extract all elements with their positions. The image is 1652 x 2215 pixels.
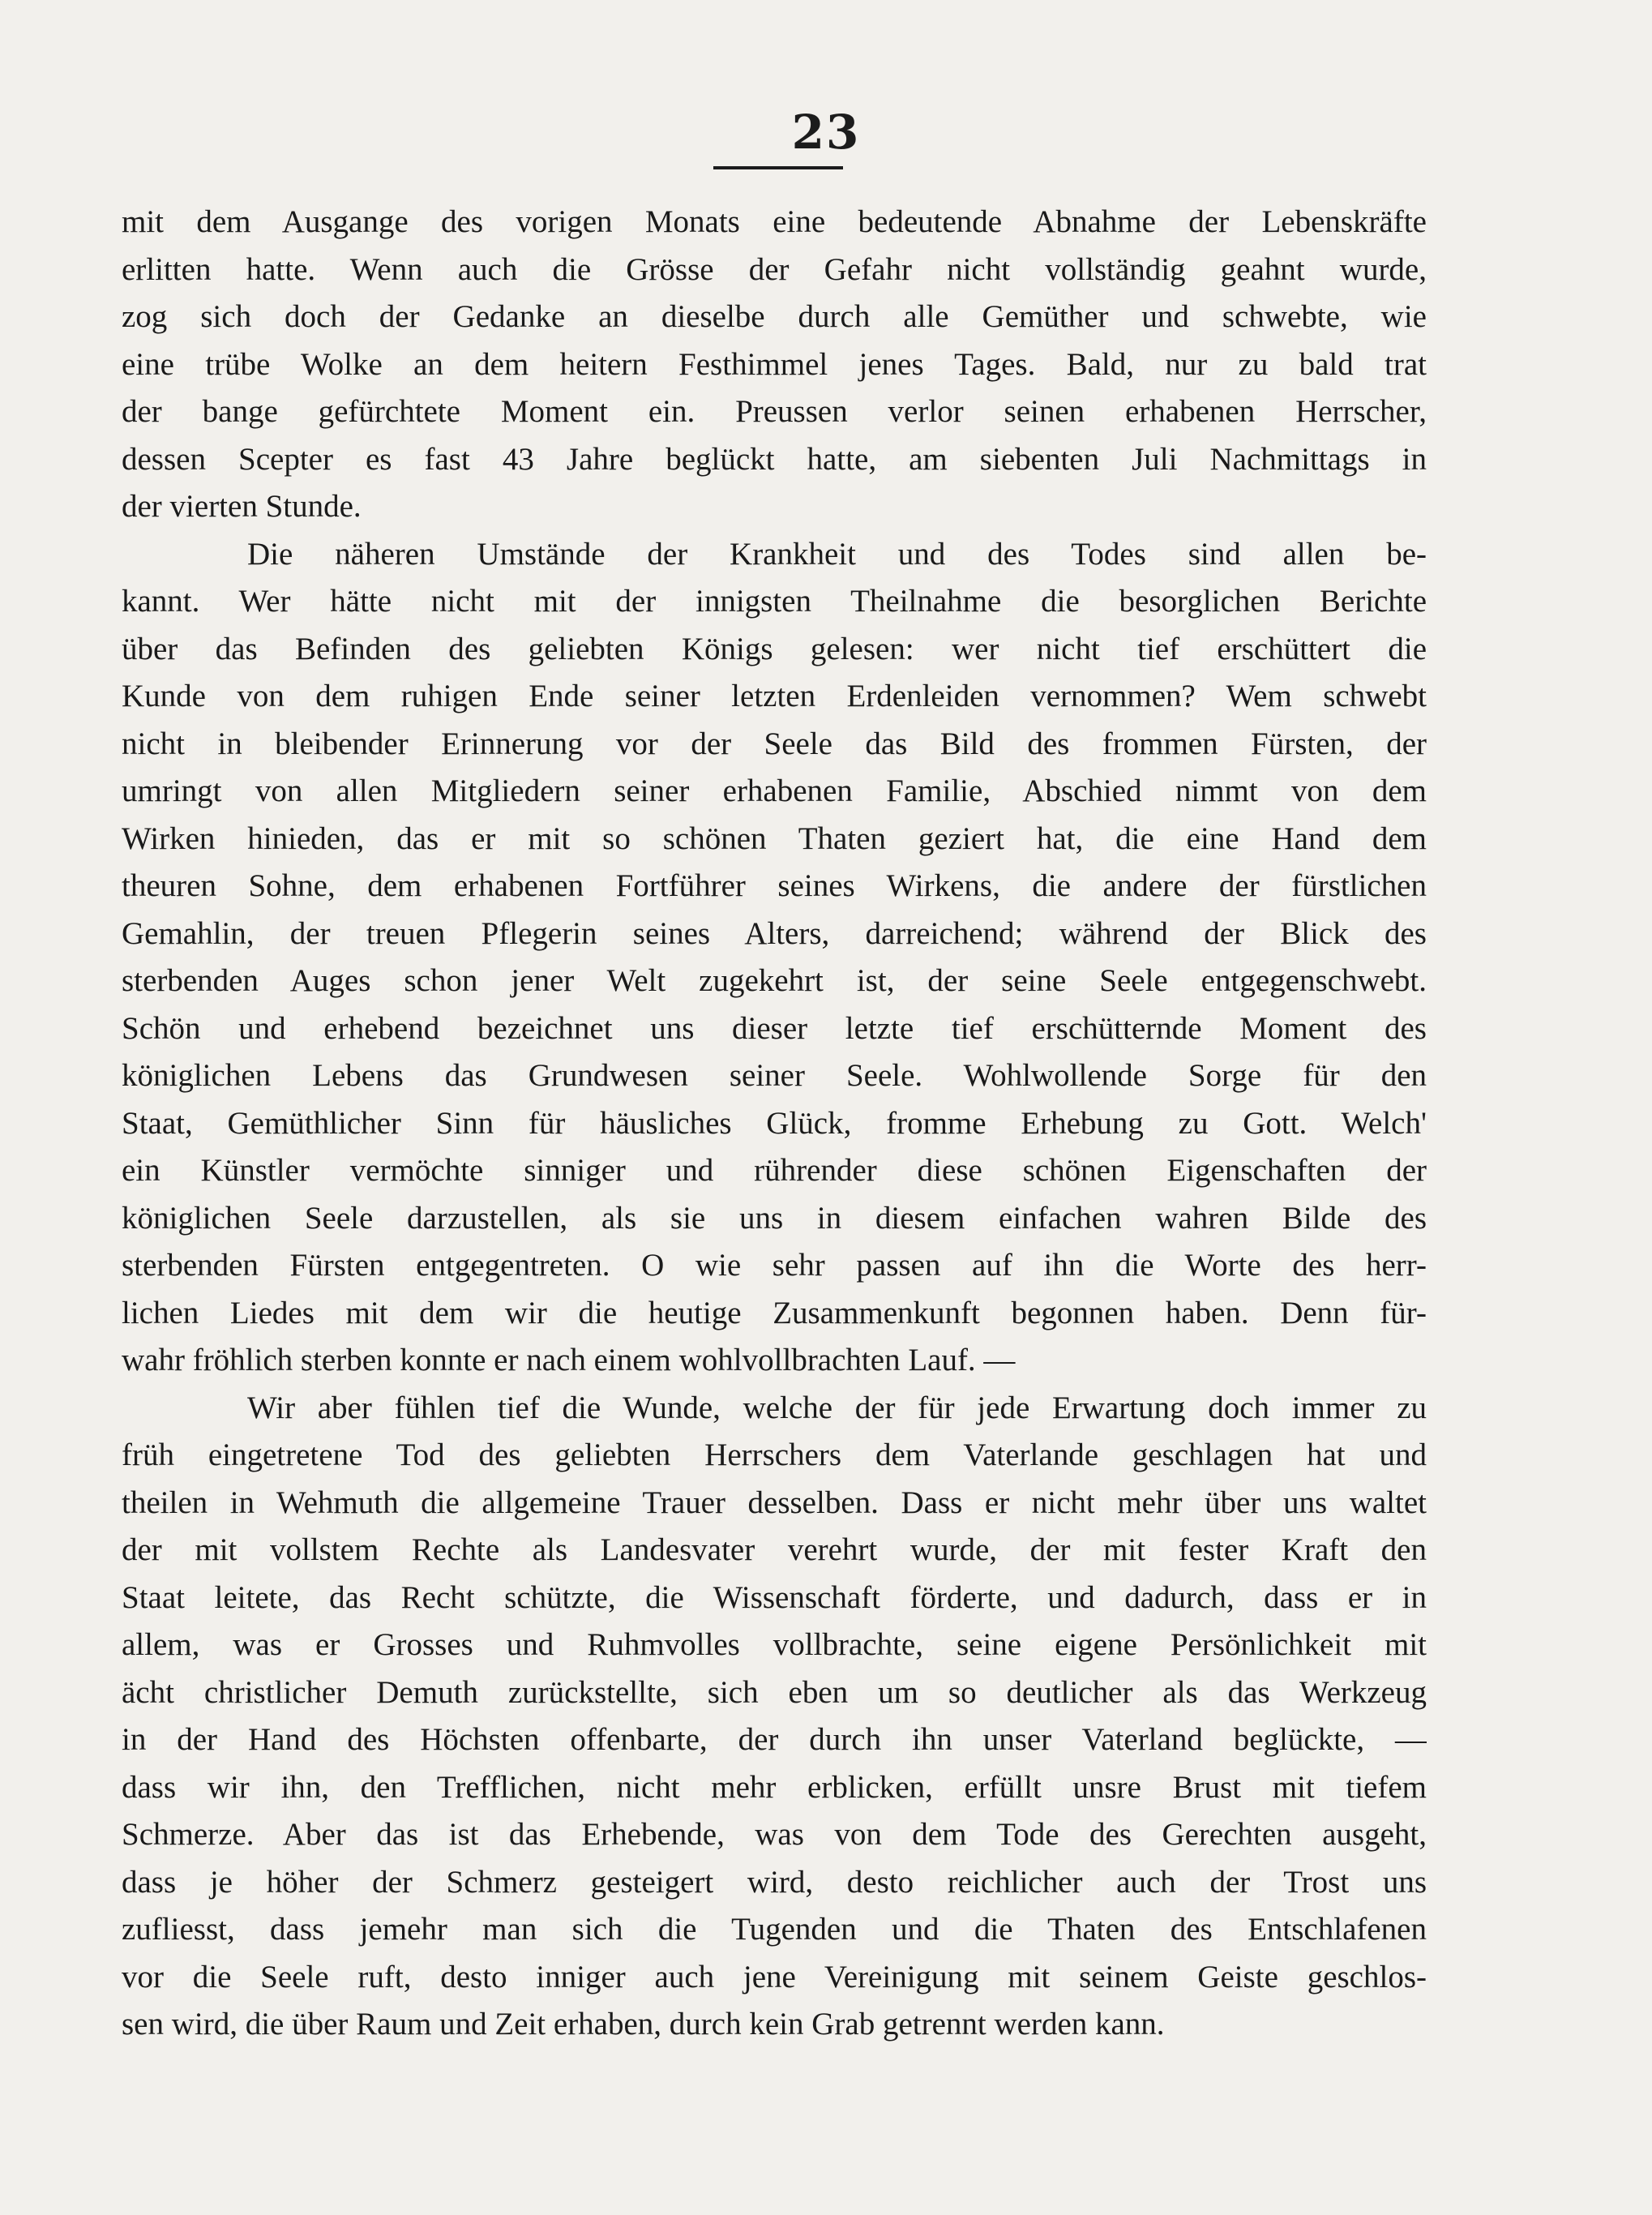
text-line: ein Künstler vermöchte sinniger und rührender diese schönen Eigenschaften der [122, 1153, 1427, 1188]
text-line: wahr fröhlich sterben konnte er nach einem wohlvollbrachten Lauf. — [122, 1343, 1016, 1377]
text-line: der bange gefürchtete Moment ein. Preussen verlor seinen erhabenen Herrscher, [122, 394, 1427, 429]
text-line: theilen in Wehmuth die allgemeine Trauer desselben. Dass er nicht mehr über uns waltet [122, 1485, 1427, 1520]
text-line: königlichen Seele darzustellen, als sie uns in diesem einfachen wahren Bilde des [122, 1200, 1427, 1236]
body-text [122, 199, 1427, 2049]
text-line: Schön und erhebend bezeichnet uns dieser letzte tief erschütternde Moment des [122, 1010, 1427, 1046]
text-line: über das Befinden des geliebten Königs gelesen: wer nicht tief erschüttert die [122, 631, 1427, 666]
text-line: lichen Liedes mit dem wir die heutige Zusammenkunft begonnen haben. Denn für- [122, 1295, 1427, 1330]
text-line: eine trübe Wolke an dem heitern Festhimmel jenes Tages. Bald, nur zu bald trat [122, 346, 1427, 382]
text-line: ächt christlicher Demuth zurückstellte, sich eben um so deutlicher als das Werkzeug [122, 1674, 1427, 1710]
page-number: 23 [791, 105, 861, 160]
text-line: Schmerze. Aber das ist das Erhebende, was von dem Tode des Gerechten ausgeht, [122, 1817, 1427, 1852]
text-line: zog sich doch der Gedanke an dieselbe durch alle Gemüther und schwebte, wie [122, 299, 1427, 334]
text-line: dass je höher der Schmerz gesteigert wird, desto reichlicher auch der Trost uns [122, 1864, 1427, 1900]
text-line: Staat leitete, das Recht schützte, die Wissenschaft förderte, und dadurch, dass er in [122, 1579, 1427, 1615]
text-line: sen wird, die über Raum und Zeit erhaben, durch kein Grab getrennt werden kann. [122, 2007, 1165, 2041]
text-line: dessen Scepter es fast 43 Jahre beglückt hatte, am siebenten Juli Nachmittags in [122, 441, 1427, 477]
text-line: Wirken hinieden, das er mit so schönen Thaten geziert hat, die eine Hand dem [122, 820, 1427, 856]
text-line: umringt von allen Mitgliedern seiner erhabenen Familie, Abschied nimmt von dem [122, 773, 1427, 808]
text-line: Staat, Gemüthlicher Sinn für häusliches Glück, fromme Erhebung zu Gott. Welch' [122, 1105, 1427, 1141]
text-line: erlitten hatte. Wenn auch die Grösse der Gefahr nicht vollständig geahnt wurde, [122, 251, 1427, 287]
text-line: Wir aber fühlen tief die Wunde, welche der für jede Erwartung doch immer zu [247, 1390, 1427, 1425]
header-rule [713, 166, 843, 169]
text-line: früh eingetretene Tod des geliebten Herrschers dem Vaterlande geschlagen hat und [122, 1437, 1427, 1472]
text-line: der mit vollstem Rechte als Landesvater verehrt wurde, der mit fester Kraft den [122, 1532, 1427, 1567]
text-line: Gemahlin, der treuen Pflegerin seines Alters, darreichend; während der Blick des [122, 915, 1427, 951]
text-line: dass wir ihn, den Trefflichen, nicht mehr erblicken, erfüllt unsre Brust mit tiefem [122, 1769, 1427, 1805]
text-line: allem, was er Grosses und Ruhmvolles vollbrachte, seine eigene Persönlichkeit mit [122, 1627, 1427, 1662]
text-line: mit dem Ausgange des vorigen Monats eine bedeutende Abnahme der Lebenskräfte [122, 204, 1427, 239]
text-line: sterbenden Fürsten entgegentreten. O wie sehr passen auf ihn die Worte des herr- [122, 1248, 1427, 1283]
text-line: der vierten Stunde. [122, 489, 362, 524]
text-line: nicht in bleibender Erinnerung vor der Seele das Bild des frommen Fürsten, der [122, 726, 1427, 761]
text-line: vor die Seele ruft, desto inniger auch jene Vereinigung mit seinem Geiste geschlos- [122, 1959, 1427, 1994]
text-line: in der Hand des Höchsten offenbarte, der durch ihn unser Vaterland beglückte, — [122, 1722, 1427, 1757]
page-header [0, 105, 1652, 160]
text-line: königlichen Lebens das Grundwesen seiner Seele. Wohlwollende Sorge für den [122, 1058, 1427, 1093]
text-line: theuren Sohne, dem erhabenen Fortführer seines Wirkens, die andere der fürstlichen [122, 868, 1427, 903]
text-line: Die näheren Umstände der Krankheit und des Todes sind allen be- [247, 536, 1427, 572]
text-line: Kunde von dem ruhigen Ende seiner letzten Erdenleiden vernommen? Wem schwebt [122, 679, 1427, 713]
text-line: zufliesst, dass jemehr man sich die Tugenden und die Thaten des Entschlafenen [122, 1912, 1427, 1947]
text-line: kannt. Wer hätte nicht mit der innigsten Theilnahme die besorglichen Berichte [122, 584, 1427, 619]
text-line: sterbenden Auges schon jener Welt zugekehrt ist, der seine Seele entgegenschwebt. [122, 963, 1427, 998]
